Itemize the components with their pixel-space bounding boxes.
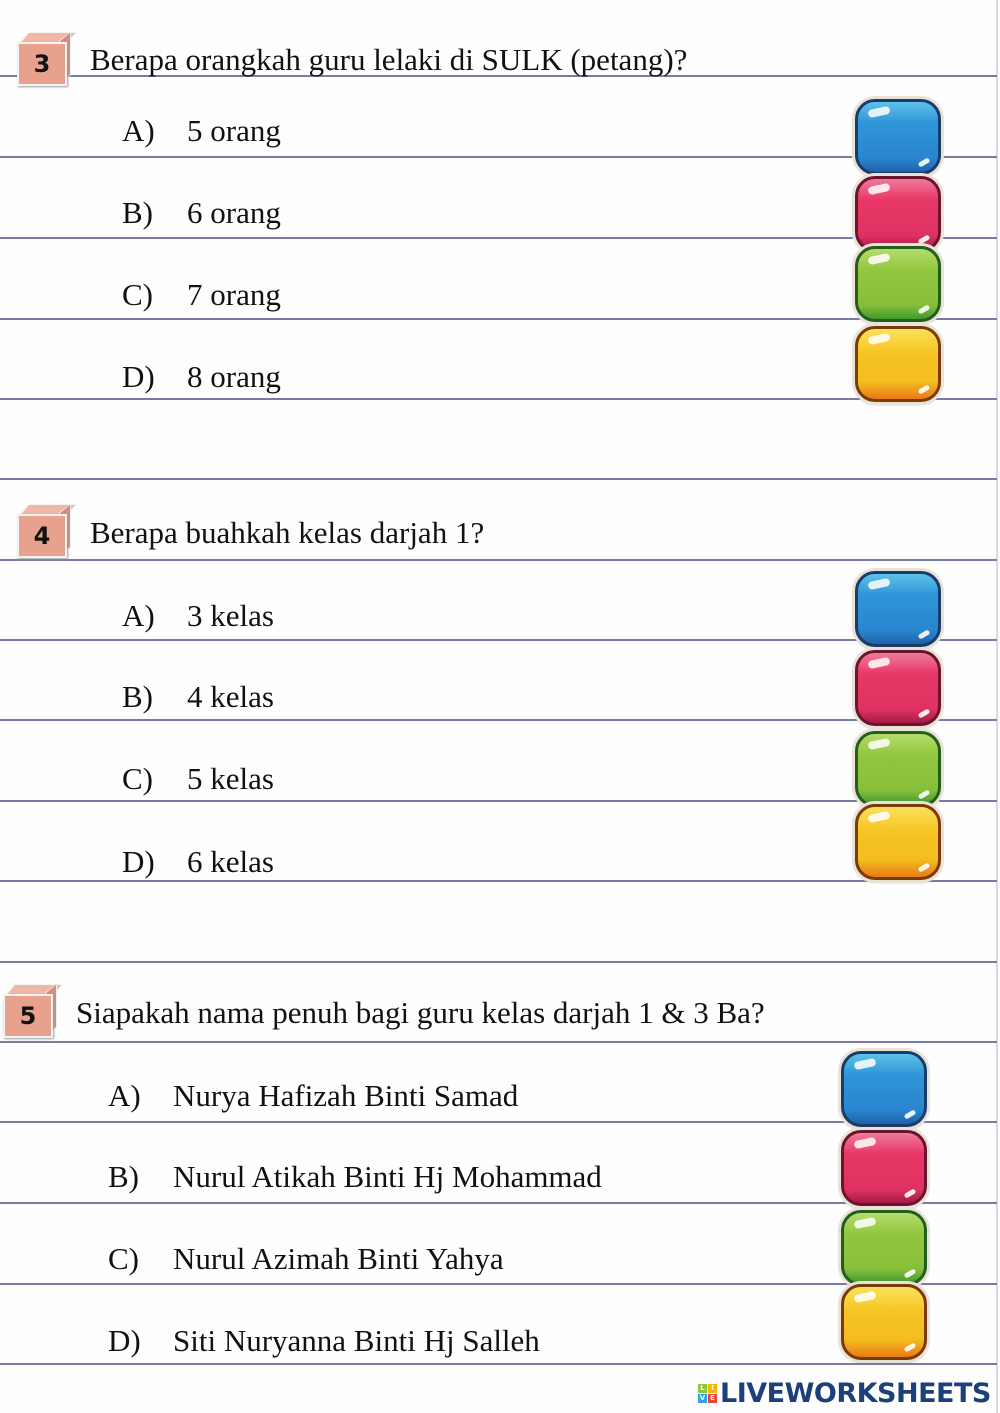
option-text: Nurya Hafizah Binti Samad — [173, 1078, 519, 1113]
option-text: 3 kelas — [187, 598, 274, 633]
rule-line — [0, 1202, 997, 1204]
option-text: 7 orang — [187, 277, 281, 312]
option-d — [122, 844, 274, 880]
question-text: Berapa orangkah guru lelaki di SULK (petang)? — [90, 42, 688, 77]
rule-line — [0, 1283, 997, 1285]
question-number-badge — [15, 30, 75, 86]
option-text: 4 kelas — [187, 679, 274, 714]
rule-line — [0, 398, 997, 400]
answer-button-c[interactable] — [855, 246, 941, 322]
rule-line — [0, 800, 997, 802]
option-letter: D) — [122, 359, 155, 394]
option-c — [122, 761, 274, 797]
option-letter: D) — [108, 1323, 141, 1358]
option-letter: D) — [122, 844, 155, 879]
rule-line — [0, 156, 997, 158]
option-letter: C) — [122, 277, 153, 312]
logo-tile: L — [698, 1384, 707, 1393]
question-number: 3 — [17, 42, 67, 86]
option-b — [122, 195, 281, 231]
option-letter: B) — [122, 195, 153, 230]
option-d — [122, 359, 281, 395]
option-text: Nurul Azimah Binti Yahya — [173, 1241, 504, 1276]
rule-line — [0, 559, 997, 561]
rule-line — [0, 961, 997, 963]
logo-tile: I — [708, 1384, 717, 1393]
rule-line — [0, 237, 997, 239]
option-letter: C) — [108, 1241, 139, 1276]
option-text: 6 orang — [187, 195, 281, 230]
logo-tile: V — [699, 1394, 706, 1402]
question-text: Berapa buahkah kelas darjah 1? — [90, 515, 485, 550]
rule-line — [0, 1041, 997, 1043]
answer-button-a[interactable] — [855, 99, 941, 175]
answer-button-d[interactable] — [855, 804, 941, 880]
logo-tile: E — [708, 1394, 717, 1403]
question-number: 5 — [3, 994, 53, 1038]
answer-button-d[interactable] — [841, 1284, 927, 1360]
answer-button-b[interactable] — [855, 176, 941, 252]
rule-line — [0, 719, 997, 721]
option-a — [108, 1078, 518, 1114]
liveworksheets-logo — [698, 1378, 991, 1409]
option-text: 5 kelas — [187, 761, 274, 796]
rule-line — [0, 639, 997, 641]
option-letter: A) — [122, 113, 155, 148]
logo-tiles-icon — [698, 1384, 717, 1403]
option-b — [108, 1159, 602, 1195]
option-text: 6 kelas — [187, 844, 274, 879]
option-a — [122, 598, 274, 634]
question-number-badge — [15, 502, 75, 558]
rule-line — [0, 1363, 997, 1365]
answer-button-a[interactable] — [855, 571, 941, 647]
answer-button-a[interactable] — [841, 1051, 927, 1127]
option-b — [122, 679, 274, 715]
answer-button-b[interactable] — [841, 1130, 927, 1206]
question-text: Siapakah nama penuh bagi guru kelas darjah 1 & 3 Ba? — [76, 995, 765, 1030]
option-letter: B) — [122, 679, 153, 714]
option-text: 5 orang — [187, 113, 281, 148]
rule-line — [0, 318, 997, 320]
option-letter: A) — [122, 598, 155, 633]
logo-text: LIVEWORKSHEETS — [720, 1378, 991, 1409]
answer-button-c[interactable] — [841, 1210, 927, 1286]
option-letter: B) — [108, 1159, 139, 1194]
option-letter: C) — [122, 761, 153, 796]
option-c — [122, 277, 281, 313]
option-text: 8 orang — [187, 359, 281, 394]
answer-button-b[interactable] — [855, 650, 941, 726]
question-number-badge — [1, 982, 61, 1038]
option-c — [108, 1241, 504, 1277]
answer-button-d[interactable] — [855, 326, 941, 402]
option-a — [122, 113, 281, 149]
option-text: Siti Nuryanna Binti Hj Salleh — [173, 1323, 540, 1358]
question-number: 4 — [17, 514, 67, 558]
option-letter: A) — [108, 1078, 141, 1113]
option-d — [108, 1323, 540, 1359]
rule-line — [0, 478, 997, 480]
rule-line — [0, 880, 997, 882]
answer-button-c[interactable] — [855, 731, 941, 807]
option-text: Nurul Atikah Binti Hj Mohammad — [173, 1159, 602, 1194]
